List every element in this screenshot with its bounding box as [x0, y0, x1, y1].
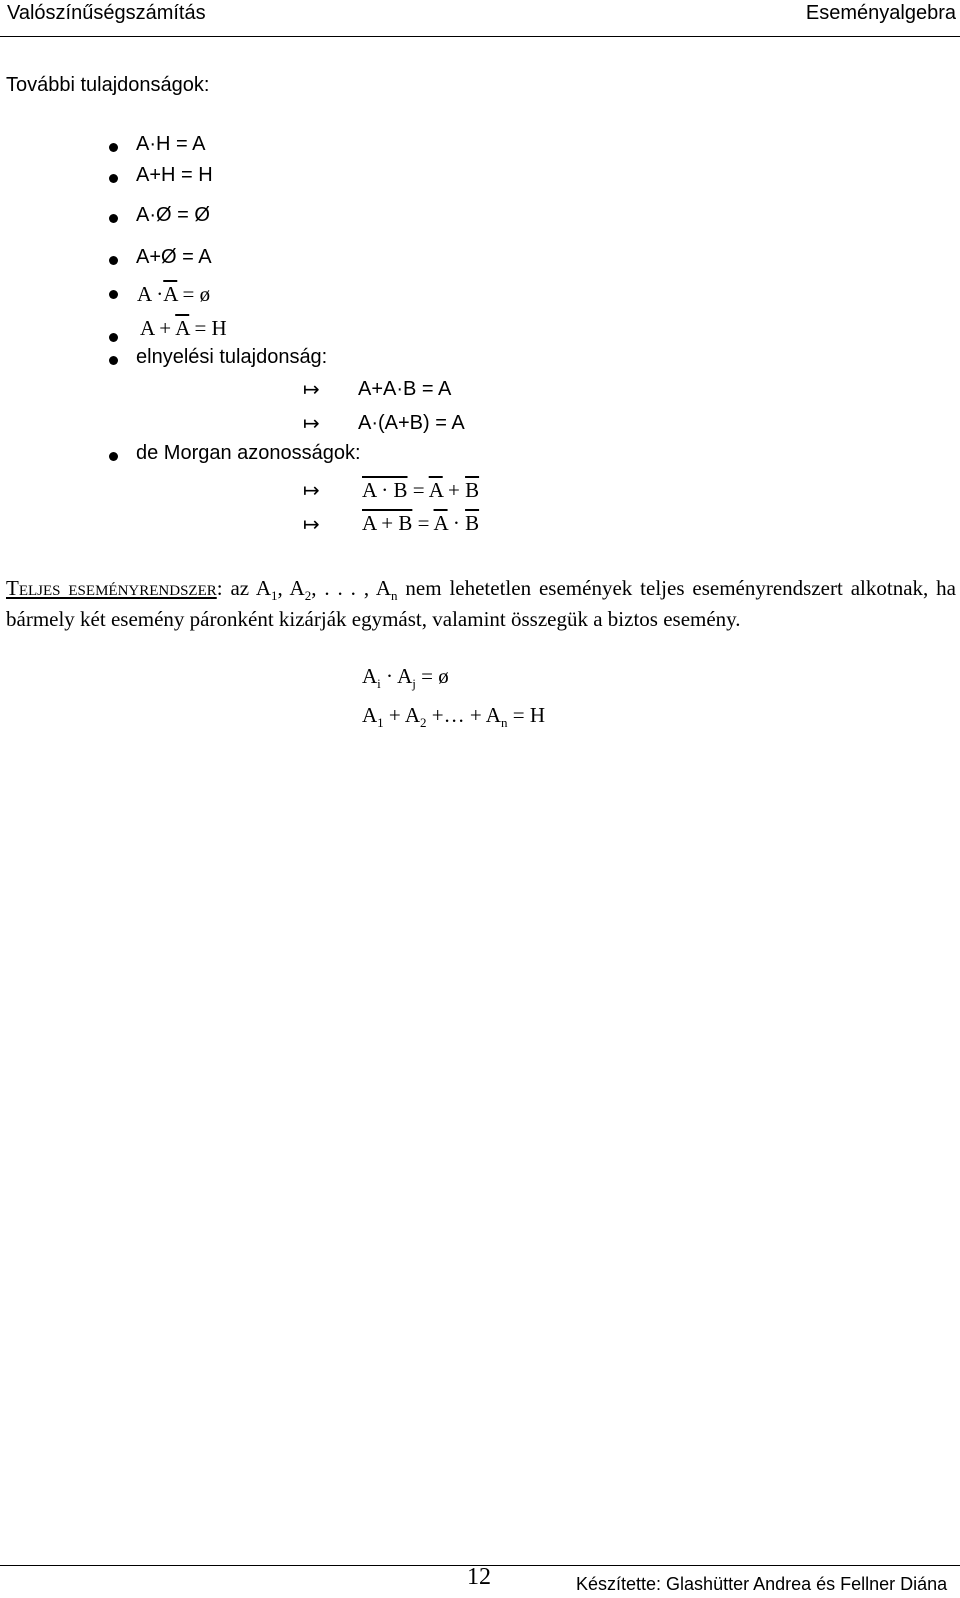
header-right: Eseményalgebra — [805, 2, 956, 24]
bullet — [109, 143, 118, 152]
property-complement-sum: $A + \overline{A} = H$ — [140, 316, 227, 340]
bullet — [109, 452, 118, 461]
demorgan-1: $A \cdot B = \overline{A} + \overline{B}$ — [362, 478, 480, 502]
a-complement: $\overline{A}$ — [163, 282, 178, 306]
section-title: További tulajdonságok: — [6, 74, 210, 96]
page-number: 12 — [467, 1564, 491, 1590]
page-footer — [0, 1565, 960, 1598]
absorption-2: A·(A+B) = A — [358, 412, 465, 434]
formula-disjoint: $A_i \cdot A_j$ = ø — [362, 664, 449, 691]
absorption-label: elnyelési tulajdonság: — [136, 346, 328, 368]
arrow-icon: ↦ — [303, 411, 320, 435]
formula-sum: $A_1 + A_2$ +… + $A_n = H$ — [362, 703, 545, 730]
bullet — [109, 256, 118, 265]
footer-author: Készítette: Glashütter Andrea és Fellner Diána — [576, 1574, 948, 1594]
demorgan-label: de Morgan azonosságok: — [136, 442, 361, 464]
arrow-icon: ↦ — [303, 512, 320, 536]
page-header — [0, 0, 960, 37]
a-complement: $\overline{A}$ — [175, 316, 190, 340]
property-1: A·H = A — [136, 133, 206, 155]
absorption-1: A+A·B = A — [358, 378, 452, 400]
arrow-icon: ↦ — [303, 478, 320, 502]
bullet — [109, 290, 118, 299]
definition-paragraph: Teljes eseményrendszer: az $A_1$, $A_2$, . . . , $A_n$ nem lehetetlen események teljes eseményrendszert alkotnak, ha bármely két esemény páronként kizárják egymást, valamint összegük a biztos esemény. — [6, 576, 957, 631]
bullet — [109, 214, 118, 223]
bullet — [109, 174, 118, 183]
property-2: A+H = H — [136, 164, 213, 186]
header-left: Valószínűségszámítás — [7, 2, 206, 24]
bullet — [109, 333, 118, 342]
arrow-icon: ↦ — [303, 377, 320, 401]
property-complement-product: $A \cdot\overline{A}$ = ø — [137, 282, 211, 306]
property-4: A+Ø = A — [136, 246, 212, 268]
definition-term: Teljes eseményrendszer — [6, 576, 217, 600]
bullet — [109, 356, 118, 365]
property-3: A·Ø = Ø — [136, 204, 210, 226]
demorgan-2: $A + B = \overline{A} \cdot \overline{B}$ — [362, 511, 480, 535]
